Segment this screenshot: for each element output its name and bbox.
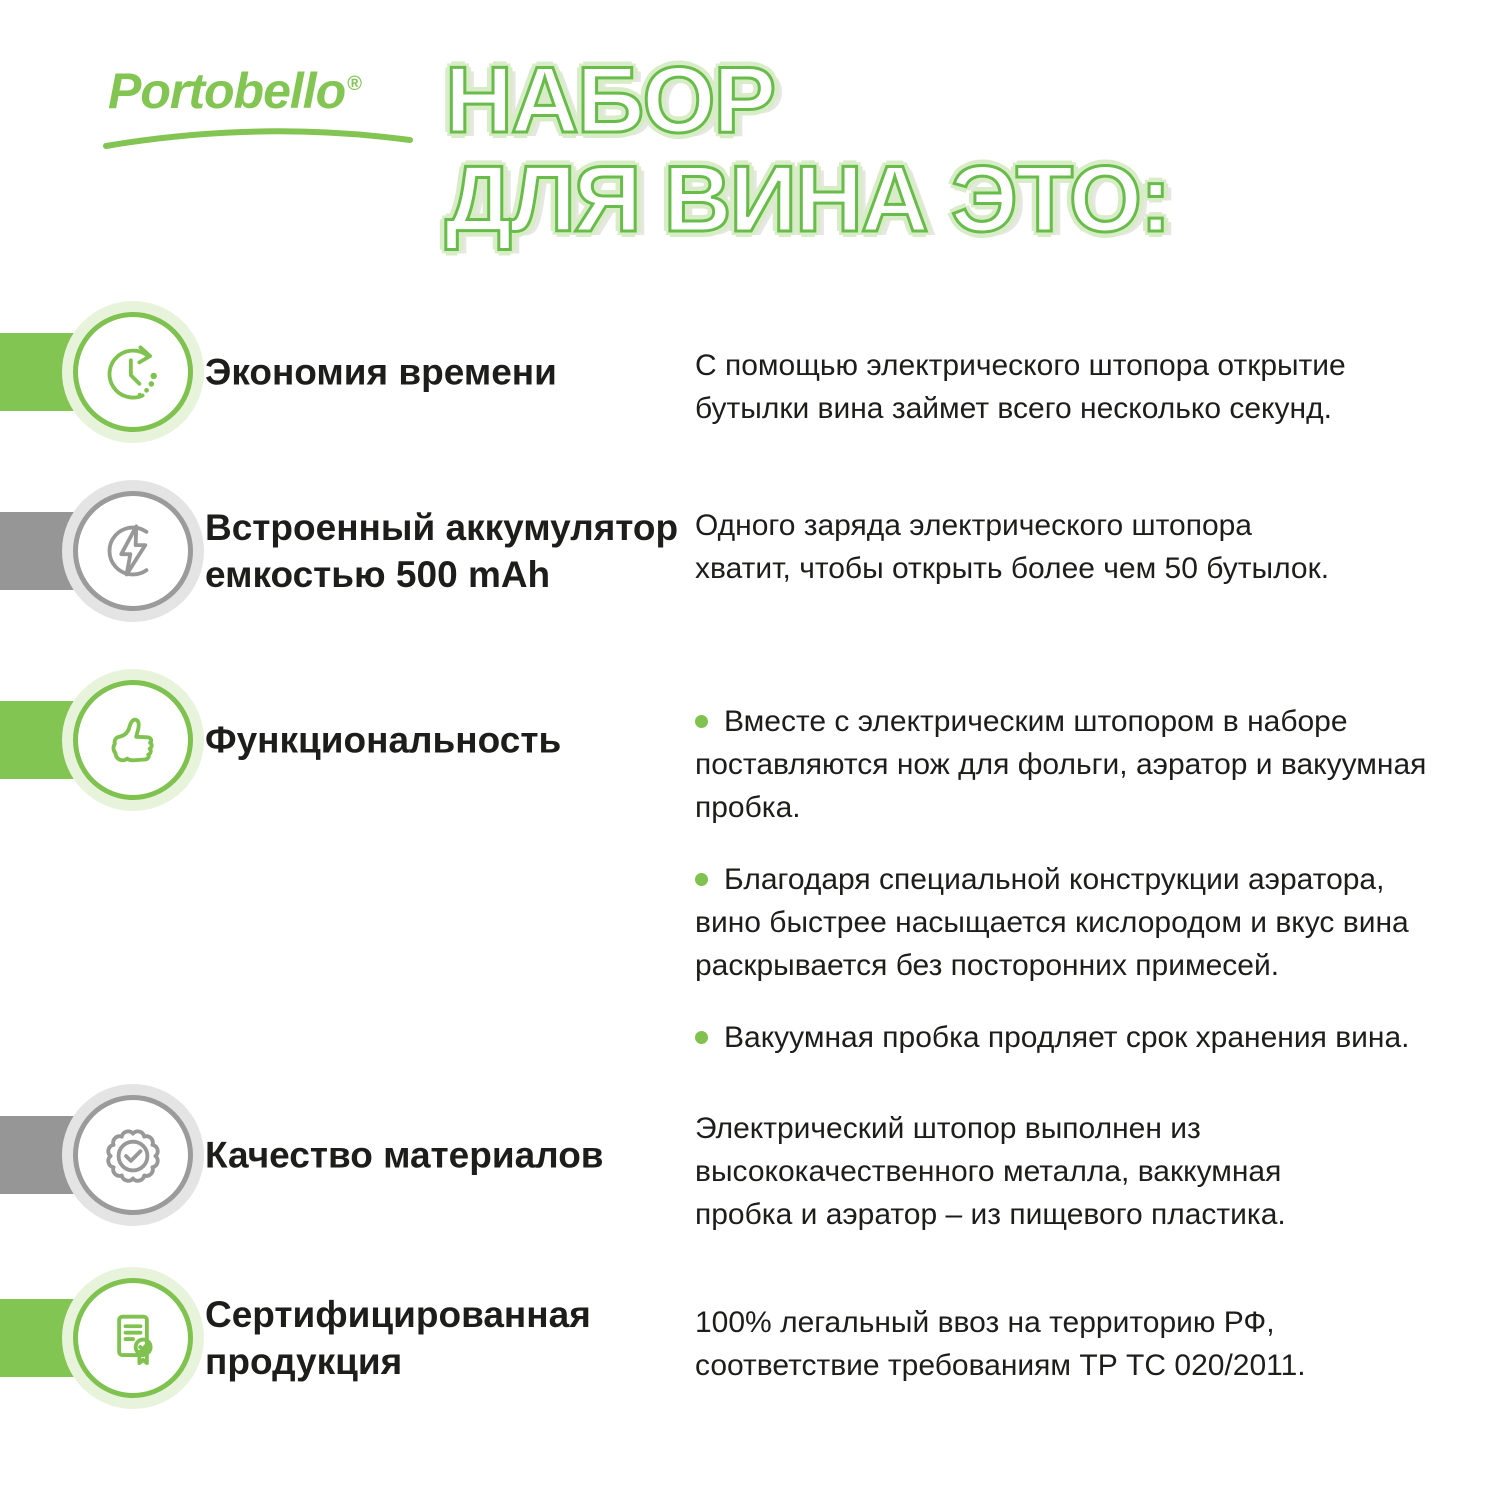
feature-title bbox=[205, 349, 557, 396]
feature-title-line: Сертифицированная bbox=[205, 1294, 591, 1335]
feature-badge bbox=[73, 680, 193, 800]
page-title-line-1: НАБОР bbox=[445, 47, 775, 152]
feature-title-line: Функциональность bbox=[205, 719, 562, 761]
feature-title-line: Встроенный аккумулятор bbox=[205, 507, 679, 548]
bullet-dot bbox=[695, 873, 708, 886]
bullet-dot bbox=[695, 715, 708, 728]
feature-title bbox=[205, 717, 561, 764]
feature-description-line: 100% легальный ввоз на территорию РФ, bbox=[695, 1306, 1275, 1339]
feature-description-line: бутылки вина займет всего несколько секунд. bbox=[695, 392, 1332, 425]
logo-swoosh bbox=[102, 124, 414, 154]
feature-description-line: Одного заряда электрического штопора bbox=[695, 509, 1252, 542]
feature-description bbox=[695, 1301, 1495, 1387]
feature-badge bbox=[73, 1095, 193, 1215]
bullet-text: Благодаря специальной конструкции аэратора, bbox=[724, 863, 1385, 896]
bullet-item bbox=[695, 1016, 1495, 1059]
feature-badge bbox=[73, 312, 193, 432]
bullet-item bbox=[695, 858, 1495, 987]
feature-description bbox=[695, 504, 1495, 590]
registered-mark: ® bbox=[347, 73, 361, 96]
feature-description-line: соответствие требованиям ТР ТС 020/2011. bbox=[695, 1349, 1306, 1382]
bullet-line: раскрывается без посторонних примесей. bbox=[695, 949, 1280, 982]
feature-title bbox=[205, 1291, 591, 1385]
feature-title bbox=[205, 1132, 604, 1179]
bullet-text: Вместе с электрическим штопором в наборе bbox=[724, 705, 1348, 738]
feature-badge bbox=[73, 1278, 193, 1398]
feature-title-line: Качество материалов bbox=[205, 1134, 604, 1176]
bullet-item bbox=[695, 700, 1495, 829]
bullet-line: поставляются нож для фольги, аэратор и вакуумная bbox=[695, 748, 1427, 781]
bullet-list bbox=[695, 700, 1495, 1059]
feature-title-line: Экономия времени bbox=[205, 351, 557, 393]
feature-description-line: С помощью электрического штопора открытие bbox=[695, 349, 1346, 382]
feature-badge bbox=[73, 491, 193, 611]
lightning-icon bbox=[101, 519, 165, 583]
certificate-icon bbox=[101, 1306, 165, 1370]
bullet-line bbox=[695, 1016, 1495, 1059]
thumbs-up-icon bbox=[101, 708, 165, 772]
quality-badge-icon bbox=[101, 1123, 165, 1187]
brand-logo bbox=[108, 62, 361, 120]
clock-icon bbox=[101, 340, 165, 404]
feature-description-line: пробка и аэратор – из пищевого пластика. bbox=[695, 1198, 1286, 1231]
bullet-line bbox=[695, 858, 1495, 901]
feature-description bbox=[695, 344, 1495, 430]
bullet-text: Вакуумная пробка продляет срок хранения вина. bbox=[724, 1021, 1410, 1054]
bullet-dot bbox=[695, 1031, 708, 1044]
page-title-line-2: ДЛЯ ВИНА ЭТО: bbox=[445, 146, 1170, 251]
page-title bbox=[445, 47, 1170, 251]
brand-name-text: Portobello bbox=[108, 63, 346, 119]
feature-description-line: Электрический штопор выполнен из bbox=[695, 1112, 1201, 1145]
feature-title-line: емкостью 500 mAh bbox=[205, 554, 551, 595]
feature-title-line: продукция bbox=[205, 1341, 403, 1382]
brand-name bbox=[108, 62, 361, 120]
feature-title bbox=[205, 504, 678, 598]
bullet-line: пробка. bbox=[695, 791, 801, 824]
feature-description-line: хватит, чтобы открыть более чем 50 бутылок. bbox=[695, 552, 1330, 585]
feature-description bbox=[695, 1107, 1495, 1236]
feature-description-line: высококачественного металла, ваккумная bbox=[695, 1155, 1282, 1188]
bullet-line: вино быстрее насыщается кислородом и вкус вина bbox=[695, 906, 1409, 939]
bullet-line bbox=[695, 700, 1495, 743]
